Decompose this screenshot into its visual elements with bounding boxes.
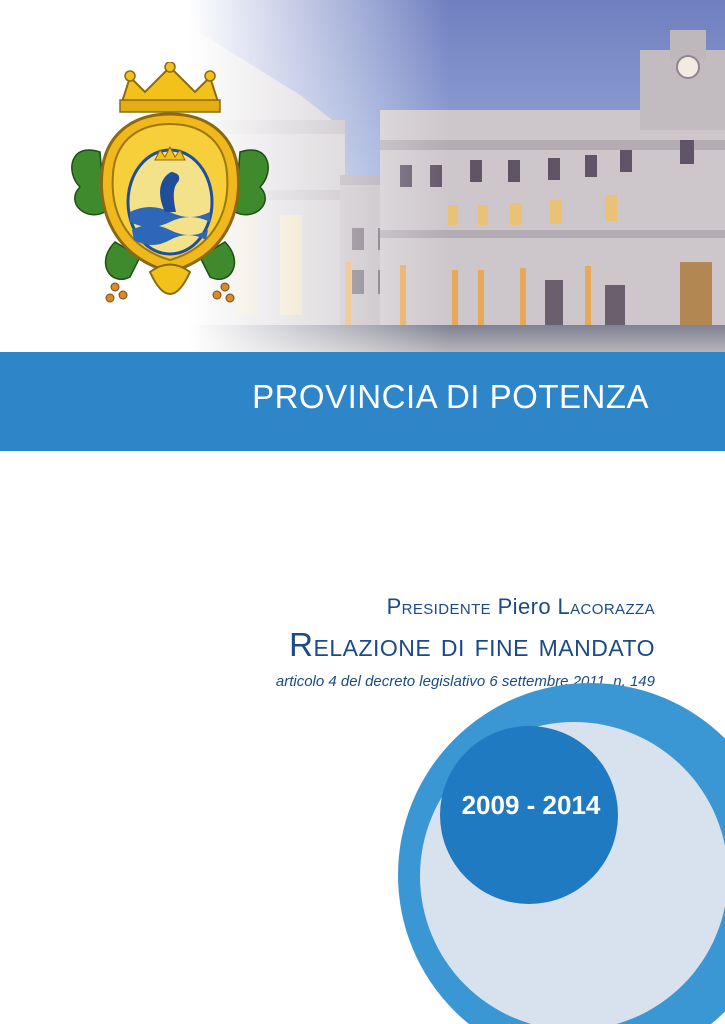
president-name: Piero [497,594,551,619]
report-title: Relazione di fine mandato [289,626,655,663]
institution-title: PROVINCIA DI POTENZA [252,378,649,415]
mandate-period: 2009 - 2014 [461,790,601,820]
president-prefix: Presidente [386,594,492,619]
legal-reference: articolo 4 del decreto legislativo 6 settembre 2011, n. 149 [275,673,655,690]
president-surname: Lacorazza [557,594,655,619]
